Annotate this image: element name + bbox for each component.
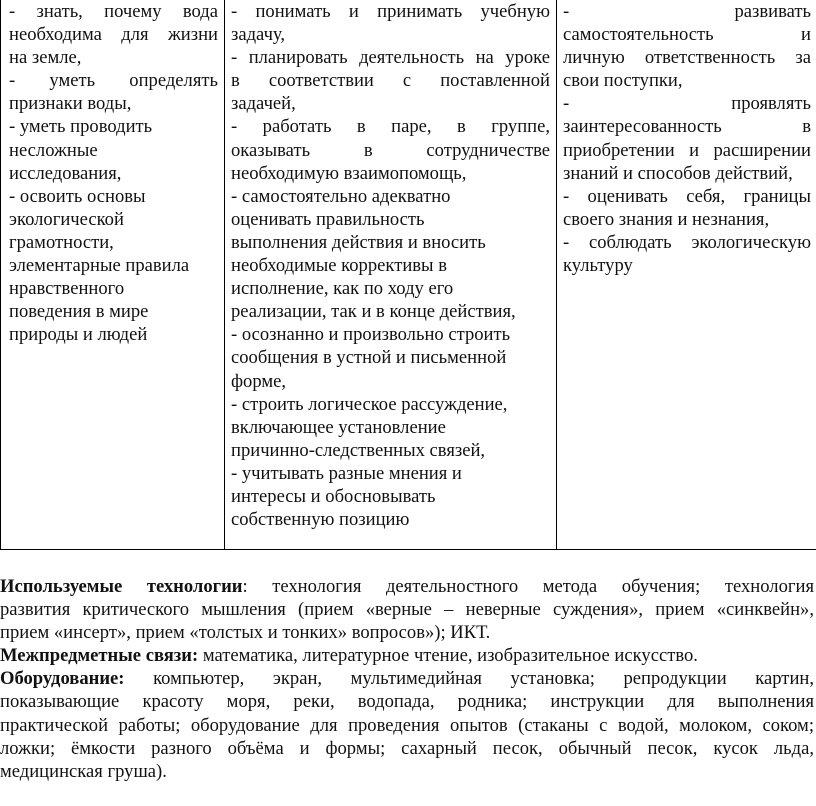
paragraph-line: медицинская груша). xyxy=(0,760,167,782)
cell-text-line: - строить логическое рассуждение, xyxy=(231,393,508,415)
cell-text-line: интересы и обосновывать xyxy=(231,485,436,507)
cell-text-line: - работать в паре, в группе, xyxy=(231,116,550,138)
cell-text-line: выполнения действия и вносить xyxy=(231,231,486,253)
paragraph-line xyxy=(0,575,814,598)
metasubject-outcomes-cell xyxy=(225,0,557,550)
paragraph-line: ложки; ёмкости разного объёма и формы; сахарный песок, обычный песок, кусок льда, xyxy=(0,737,814,759)
cell-text-line: - соблюдать экологическую xyxy=(563,231,811,253)
cell-text-line: сообщения в устной и письменной xyxy=(231,347,507,369)
cell-text-line: культуру xyxy=(563,255,633,277)
cell-text-line: своего знания и незнания, xyxy=(563,208,770,230)
cell-text-line: на земле, xyxy=(9,47,82,69)
cell-text-line: собственную позицию xyxy=(231,509,410,531)
subject-outcomes-cell xyxy=(1,0,225,550)
paragraph-line xyxy=(0,644,814,667)
technologies-label: Используемые технологии xyxy=(0,576,243,597)
cell-text-line: задачу, xyxy=(231,24,286,46)
cell-text-line: форме, xyxy=(231,370,287,392)
interdisciplinary-text: математика, литературное чтение, изобразительное искусство. xyxy=(198,645,698,667)
cell-text-line: природы и людей xyxy=(9,324,148,346)
cell-text-line: - уметь определять xyxy=(9,70,218,92)
cell-text-line: - понимать и принимать учебную xyxy=(231,1,550,22)
cell-text-line: поведения в мире xyxy=(9,301,149,323)
cell-text-line: нравственного xyxy=(9,278,125,300)
paragraph-line: практической работы; оборудование для проведения опытов (стаканы с водой, молоком, соком; xyxy=(0,714,814,736)
cell-text-line: оказывать в сотрудничестве xyxy=(231,139,550,161)
cell-text-line: приобретении и расширении xyxy=(563,139,811,161)
cell-text-line: самостоятельность и xyxy=(563,24,811,46)
paragraph-line: прием «инсерт», прием «толстых и тонких» вопросов»); ИКТ. xyxy=(0,622,491,644)
cell-text-line: - оценивать себя, границы xyxy=(563,185,811,207)
cell-text-line: - планировать деятельность на уроке xyxy=(231,47,550,69)
cell-text-line: исследования, xyxy=(9,162,122,184)
cell-text-line: свои поступки, xyxy=(563,70,683,92)
cell-text-line: грамотности, xyxy=(9,231,114,253)
cell-text-line: заинтересованность в xyxy=(563,116,811,138)
paragraph-line xyxy=(0,667,814,690)
cell-text-line: - уметь проводить xyxy=(9,116,153,138)
paragraph-line: развития критического мышления (прием «верные – неверные суждения», прием «синквейн», xyxy=(0,599,814,621)
cell-text-line: задачей, xyxy=(231,93,296,115)
cell-text-line: причинно-следственных связей, xyxy=(231,439,486,461)
cell-text-line: необходимую взаимопомощь, xyxy=(231,162,467,184)
cell-text-line: знаний и способов действий, xyxy=(563,162,793,184)
equipment-label: Оборудование: xyxy=(0,668,125,690)
cell-text-line: элементарные правила xyxy=(9,255,190,277)
personal-outcomes-cell xyxy=(557,0,816,550)
cell-text-line: реализации, так и в конце действия, xyxy=(231,301,516,323)
technologies-text: : технология деятельностного метода обучения; технология xyxy=(242,576,814,597)
interdisciplinary-label: Межпредметные связи: xyxy=(0,645,199,667)
cell-text-line: исполнение, как по ходу его xyxy=(231,278,454,300)
cell-text-line: включающее установление xyxy=(231,416,446,438)
cell-text-line: - развивать xyxy=(563,1,811,22)
cell-text-line: - осознанно и произвольно строить xyxy=(231,324,511,346)
table-row xyxy=(1,0,816,550)
cell-text-line: - освоить основы xyxy=(9,185,146,207)
cell-text-line: - учитывать разные мнения и xyxy=(231,462,462,484)
cell-text-line: в соответствии с поставленной xyxy=(231,70,550,92)
cell-text-line: несложные xyxy=(9,139,98,161)
cell-text-line: необходима для жизни xyxy=(9,24,218,46)
cell-text-line: необходимые коррективы в xyxy=(231,255,447,277)
cell-text-line: - проявлять xyxy=(563,93,811,115)
cell-text-line: экологической xyxy=(9,208,124,230)
cell-text-line: личную ответственность за xyxy=(563,47,811,69)
technologies-paragraph xyxy=(0,575,814,644)
paragraph-line: показывающие красоту моря, реки, водопада, родника; инструкции для выполнения xyxy=(0,691,814,713)
cell-text-line: оценивать правильность xyxy=(231,208,425,230)
cell-text-line: признаки воды, xyxy=(9,93,132,115)
equipment-text: компьютер, экран, мультимедийная установка; репродукции картин, xyxy=(124,668,814,690)
cell-text-line: - самостоятельно адекватно xyxy=(231,185,451,207)
lesson-details xyxy=(0,575,814,783)
cell-text-line: - знать, почему вода xyxy=(9,1,218,22)
interdisciplinary-paragraph xyxy=(0,644,814,667)
equipment-paragraph xyxy=(0,667,814,782)
